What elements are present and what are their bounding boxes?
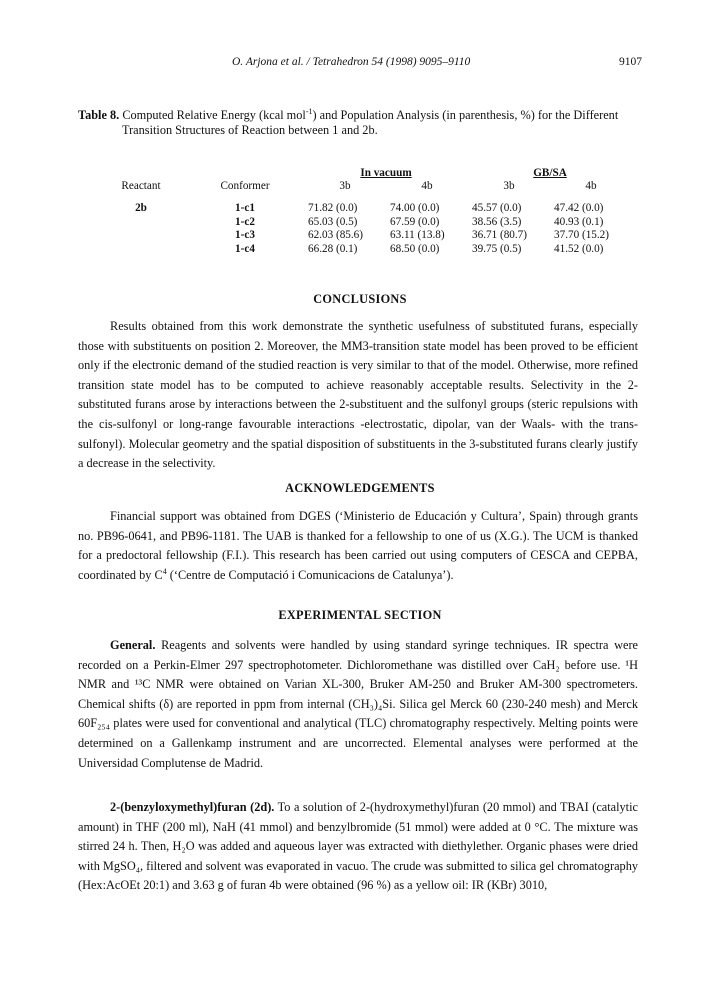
conformer-cell: 1-c1 xyxy=(235,202,255,215)
col-header-gb-3b: 3b xyxy=(503,180,515,193)
table-caption xyxy=(78,108,638,138)
conformer-cell: 1-c4 xyxy=(235,242,255,255)
page-number: 9107 xyxy=(619,56,642,68)
value-cell: 74.00 (0.0) xyxy=(390,202,440,215)
value-cell: 40.93 (0.1) xyxy=(554,215,604,228)
value-cell: 66.28 (0.1) xyxy=(308,242,358,255)
compound-text: To a solution of 2-(hydroxymethyl)furan (20 mmol) and TBAI (catalytic amount) in THF (200 ml), NaH (41 mmol) and benzylbromide (51 mmol) were added at 0 °C. The mixture was stirred 24 h. Then, H₂O was added and aqueous layer was extracted with diethylether. Organic phases were dried with MgSO₄, filtered and solvent was evaporated in vacuo. The crude was submitted to silica gel chromatography (Hex:AcOEt 20:1) and 3.63 g of furan 4b were obtained (96 %) as a yellow oil: IR (KBr) 3010, xyxy=(78,800,639,893)
acknowledgements-heading: ACKNOWLEDGEMENTS xyxy=(285,481,435,495)
caption-text-3: Transition Structures of Reaction between 1 and 2b. xyxy=(122,123,378,137)
value-cell: 68.50 (0.0) xyxy=(390,242,440,255)
acknowledgements-text-end: (‘Centre de Computació i Comunicacions de Catalunya’). xyxy=(166,567,454,582)
value-cell: 67.59 (0.0) xyxy=(390,215,440,228)
col-header-conformer: Conformer xyxy=(220,180,270,193)
table-label: Table 8. xyxy=(78,108,120,122)
value-cell: 47.42 (0.0) xyxy=(554,202,604,215)
acknowledgements-paragraph xyxy=(78,507,638,585)
col-header-gb-4b: 4b xyxy=(585,180,597,193)
running-header xyxy=(0,56,720,72)
value-cell: 36.71 (80.7) xyxy=(472,229,527,242)
conformer-cell: 1-c2 xyxy=(235,215,255,228)
general-lead: General. xyxy=(110,638,156,652)
compound-paragraph xyxy=(78,798,638,896)
conclusions-heading: CONCLUSIONS xyxy=(313,292,407,306)
caption-superscript: -1 xyxy=(305,106,313,116)
value-cell: 38.56 (3.5) xyxy=(472,215,522,228)
acknowledgements-superscript: 4 xyxy=(162,566,167,576)
conclusions-paragraph xyxy=(78,317,638,474)
conformer-cell: 1-c3 xyxy=(235,229,255,242)
col-header-vac-4b: 4b xyxy=(421,180,433,193)
value-cell: 71.82 (0.0) xyxy=(308,202,358,215)
value-cell: 63.11 (13.8) xyxy=(390,229,445,242)
running-title: O. Arjona et al. / Tetrahedron 54 (1998) 9095–9110 xyxy=(232,56,471,68)
value-cell: 41.52 (0.0) xyxy=(554,242,604,255)
group-header-vacuum: In vacuum xyxy=(360,167,412,179)
reactant-cell: 2b xyxy=(135,202,147,215)
value-cell: 65.03 (0.5) xyxy=(308,215,358,228)
table-row xyxy=(96,202,632,215)
col-header-reactant: Reactant xyxy=(121,180,161,193)
group-header-gbsa: GB/SA xyxy=(533,167,567,179)
value-cell: 39.75 (0.5) xyxy=(472,242,522,255)
table-row xyxy=(96,216,632,229)
caption-text-2: ) and Population Analysis (in parenthesis, %) for the Different xyxy=(312,108,619,122)
value-cell: 37.70 (15.2) xyxy=(554,229,609,242)
conclusions-text: Results obtained from this work demonstrate the synthetic usefulness of substituted furans, especially those with substituents on position 2. Moreover, the MM3-transition state model has been proved to be efficient only if the electronic demand of the studied reaction is very similar to that of the model. Otherwise, more refined transition state model has to be computed to achieve reasonably acceptable results. Selectivity in the 2-substituted furans arose by interactions between the 2-substituent and the sulfonyl groups (steric repulsions with the cis-sulfonyl or long-range favourable interactions -electrostatic, dipolar, van der Waals- with the trans-sulfonyl). Molecular geometry and the spatial disposition of substituents in the 3-substituted furans clearly justify a decrease in the selectivity. xyxy=(78,319,638,471)
value-cell: 62.03 (85.6) xyxy=(308,229,363,242)
col-header-vac-3b: 3b xyxy=(339,180,351,193)
acknowledgements-text: Financial support was obtained from DGES (‘Ministerio de Educación y Cultura’, Spain) through grants no. PB96-0641, and PB96-1181. The UAB is thanked for a fellowship to one of us (X.G.). The UCM is thanked for a predoctoral fellowship (F.I.). This research has been carried out using computers of CESCA and CEPBA, coordinated by C xyxy=(78,509,638,582)
compound-lead: 2-(benzyloxymethyl)furan (2d). xyxy=(110,800,275,814)
value-cell: 45.57 (0.0) xyxy=(472,202,522,215)
table-row xyxy=(96,243,632,256)
table-row xyxy=(96,229,632,242)
general-text: Reagents and solvents were handled by using standard syringe techniques. IR spectra were recorded on a Perkin-Elmer 297 spectrophotometer. Dichloromethane was distilled over CaH₂ before use. ¹H NMR and ¹³C NMR were obtained on Varian XL-300, Bruker AM-250 and Bruker AM-300 spectrometers. Chemical shifts (δ) are reported in ppm from internal (CH₃)₄Si. Silica gel Merck 60 (230-240 mesh) and Merck 60F₂₅₄ plates were used for conventional and analytical (TLC) chromatography respectively. Melting points were determined on a Gallenkamp instrument and are uncorrected. Elemental analyses were performed at the Universidad Complutense de Madrid. xyxy=(78,638,638,770)
general-paragraph xyxy=(78,636,638,773)
energy-table xyxy=(96,167,632,256)
caption-text-1: Computed Relative Energy (kcal mol xyxy=(122,108,306,122)
experimental-heading: EXPERIMENTAL SECTION xyxy=(278,608,442,622)
